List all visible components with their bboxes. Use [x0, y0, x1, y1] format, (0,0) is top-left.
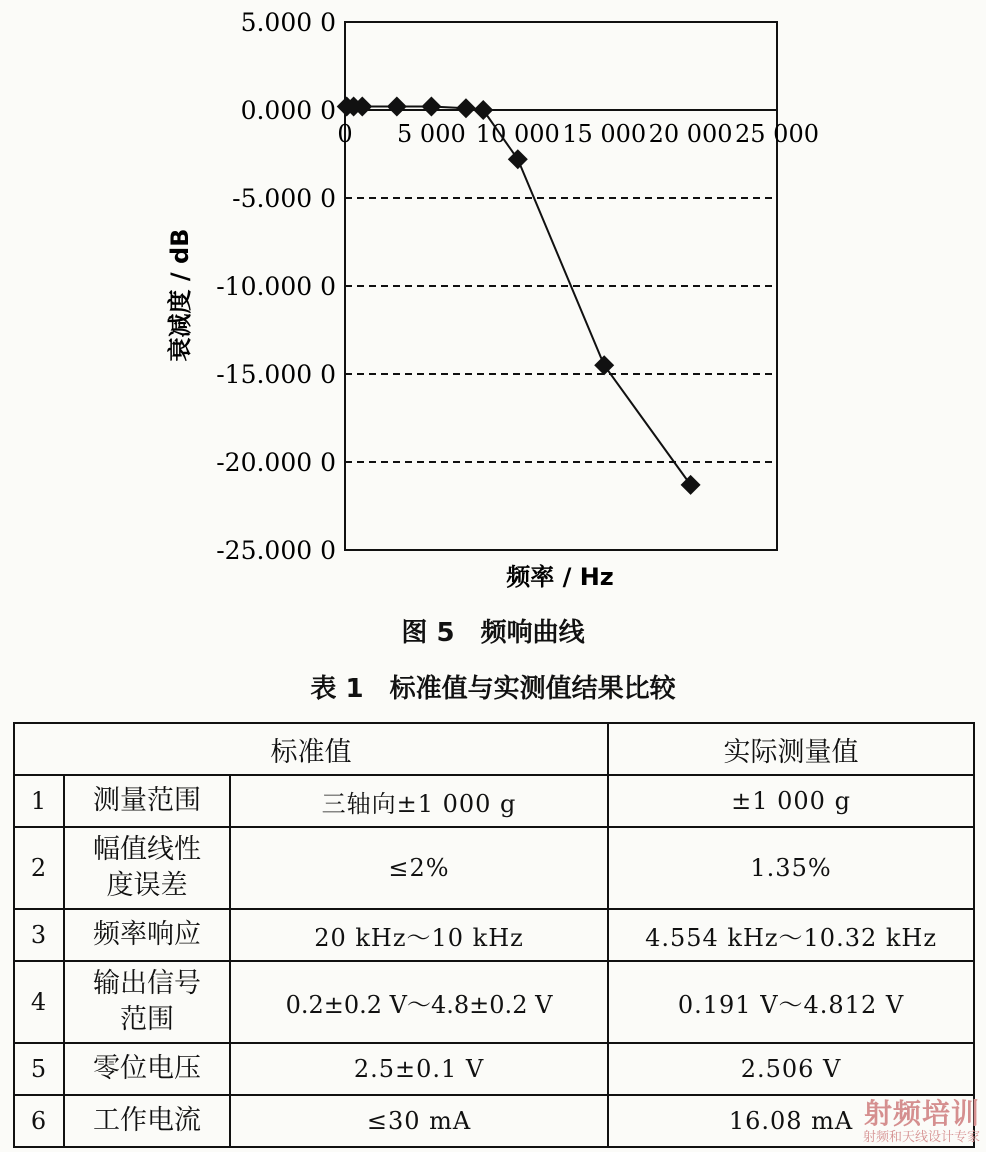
row-param	[64, 961, 230, 1043]
x-axis-label: 频率 / Hz	[506, 563, 614, 591]
row-measured: ±1 000 g	[608, 775, 974, 827]
header-standard: 标准值	[14, 723, 608, 775]
data-point	[473, 100, 493, 120]
row-param: 测量范围	[64, 775, 230, 827]
row-measured: 16.08 mA	[608, 1095, 974, 1147]
y-tick-label: 0.000 0	[240, 96, 336, 125]
watermark	[863, 1098, 980, 1146]
row-number: 2	[14, 827, 64, 909]
row-number: 1	[14, 775, 64, 827]
table-row	[14, 1043, 974, 1095]
table-row	[14, 775, 974, 827]
row-standard: 0.2±0.2 V～4.8±0.2 V	[230, 961, 608, 1043]
row-number: 6	[14, 1095, 64, 1147]
row-param-line1: 幅值线性	[93, 834, 201, 865]
row-number: 5	[14, 1043, 64, 1095]
row-param-line2: 范围	[120, 1004, 174, 1035]
table-header-row	[14, 723, 974, 775]
y-tick-label: -15.000 0	[216, 360, 336, 389]
comparison-table	[13, 722, 975, 1148]
row-standard: ≤30 mA	[230, 1095, 608, 1147]
x-tick-label: 25 000	[735, 120, 819, 148]
x-tick-label: 5 000	[397, 120, 466, 148]
row-param: 频率响应	[64, 909, 230, 961]
data-point	[681, 475, 701, 495]
row-number: 3	[14, 909, 64, 961]
y-tick-label: 5.000 0	[240, 8, 336, 37]
row-measured: 4.554 kHz～10.32 kHz	[608, 909, 974, 961]
y-tick-label: -25.000 0	[216, 536, 336, 565]
row-standard: 三轴向±1 000 g	[230, 775, 608, 827]
data-point	[387, 96, 407, 116]
table-row	[14, 1095, 974, 1147]
y-tick-label: -5.000 0	[232, 184, 336, 213]
row-measured: 0.191 V～4.812 V	[608, 961, 974, 1043]
x-tick-label: 20 000	[648, 120, 733, 148]
data-point	[508, 149, 528, 169]
figure-caption: 图 5 频响曲线	[401, 618, 585, 648]
data-point	[456, 98, 476, 118]
data-points	[337, 96, 701, 494]
watermark-sub: 射频和天线设计专家	[862, 1130, 980, 1145]
grid-lines	[345, 198, 777, 462]
row-measured: 2.506 V	[608, 1043, 974, 1095]
watermark-main: 射频培训	[863, 1097, 980, 1130]
data-point	[594, 355, 614, 375]
row-standard: ≤2%	[230, 827, 608, 909]
y-tick-label: -10.000 0	[216, 272, 336, 301]
table-caption: 表 1 标准值与实测值结果比较	[310, 674, 676, 704]
row-param	[64, 827, 230, 909]
row-param-line1: 输出信号	[93, 968, 201, 999]
y-tick-label: -20.000 0	[216, 448, 336, 477]
table-row	[14, 827, 974, 909]
row-standard: 20 kHz～10 kHz	[230, 909, 608, 961]
y-axis-label: 衰减度 / dB	[166, 228, 194, 362]
row-param-line2: 度误差	[106, 870, 188, 901]
row-param: 工作电流	[64, 1095, 230, 1147]
x-tick-label: 10 000	[475, 120, 560, 148]
row-measured: 1.35%	[608, 827, 974, 909]
x-tick-labels	[337, 120, 819, 148]
table-row	[14, 909, 974, 961]
header-measured: 实际测量值	[608, 723, 974, 775]
data-point	[421, 96, 441, 116]
row-number: 4	[14, 961, 64, 1043]
y-tick-labels	[216, 8, 336, 565]
row-standard: 2.5±0.1 V	[230, 1043, 608, 1095]
x-tick-label: 15 000	[562, 120, 647, 148]
row-param: 零位电压	[64, 1043, 230, 1095]
x-tick-label: 0	[337, 120, 353, 148]
table-row	[14, 961, 974, 1043]
